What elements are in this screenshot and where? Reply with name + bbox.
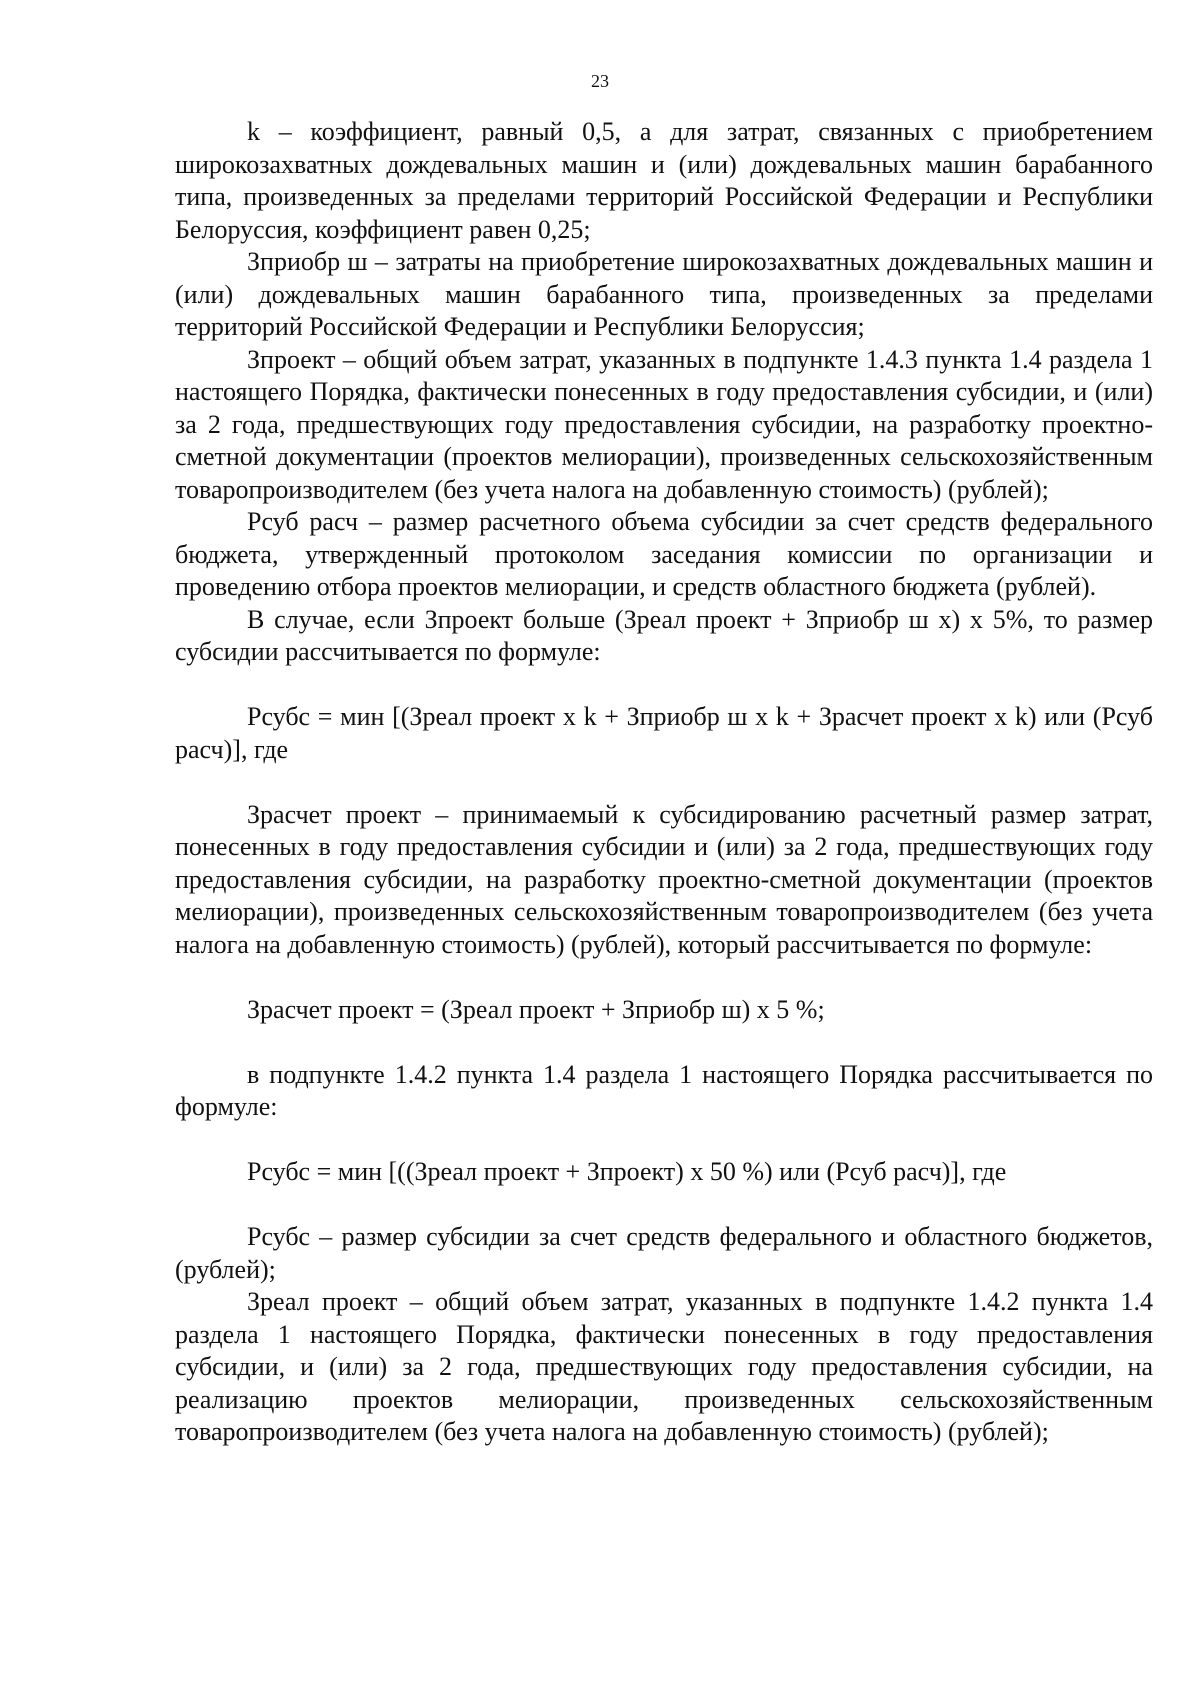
paragraph-rsubs-definition: Рсубс – размер субсидии за счет средств федерального и областного бюджетов, (рублей);: [175, 1222, 1153, 1284]
paragraph-k-coefficient: k – коэффициент, равный 0,5, а для затрат, связанных с приобретением широкозахватных дождевальных машин и (или) дождевальных машин барабанного типа, произведенных за пределами территорий Российской Федерации и Республики Белоруссия, коэффициент равен 0,25;: [175, 117, 1153, 244]
page-number: 23: [591, 71, 609, 91]
formula-rsubs-2: Рсубс = мин [((Зреал проект + Зпроект) х 50 %) или (Рсуб расч)], где: [247, 1157, 1007, 1186]
paragraph-zproekt-definition: Зпроект – общий объем затрат, указанных в подпункте 1.4.3 пункта 1.4 раздела 1 настоящего Порядка, фактически понесенных в году предоставления субсидии, и (или) за 2 года, предшествующих году предоставления субсидии, на разработку проектно-сметной документации (проектов мелиорации), произведенных сельскохозяйственным товаропроизводителем (без учета налога на добавленную стоимость) (рублей);: [175, 344, 1153, 504]
spacer: [175, 1189, 1153, 1222]
paragraph-subitem-142: в подпункте 1.4.2 пункта 1.4 раздела 1 настоящего Порядка рассчитывается по формуле:: [175, 1059, 1153, 1121]
paragraph-rsub-rasch-definition: Рсуб расч – размер расчетного объема субсидии за счет средств федерального бюджета, утвержденный протоколом заседания комиссии по организации и проведению отбора проектов мелиорации, и средств областного бюджета (рублей).: [175, 507, 1153, 601]
paragraph-condition: В случае, если Зпроект больше (Зреал проект + Зприобр ш х) х 5%, то размер субсидии рассчитывается по формуле:: [175, 604, 1153, 666]
spacer: [175, 1026, 1153, 1059]
formula-zraschet: Зрасчет проект = (Зреал проект + Зприобр ш) х 5 %;: [247, 994, 825, 1024]
spacer: [175, 766, 1153, 799]
spacer: [175, 1124, 1153, 1157]
formula-rsubs-1: Рсубс = мин [(Зреал проект х k + Зприобр ш х k + Зрасчет проект х k) или (Рсуб расч)], где: [175, 702, 1153, 764]
spacer: [175, 669, 1153, 702]
paragraph-zraschet-definition: Зрасчет проект – принимаемый к субсидированию расчетный размер затрат, понесенных в году предоставления субсидии и (или) за 2 года, предшествующих году предоставления субсидии, на разработку проектно-сметной документации (проектов мелиорации), произведенных сельскохозяйственным товаропроизводителем (без учета налога на добавленную стоимость) (рублей), который рассчитывается по формуле:: [175, 799, 1153, 959]
spacer: [175, 961, 1153, 994]
paragraph-zreal-definition: Зреал проект – общий объем затрат, указанных в подпункте 1.4.2 пункта 1.4 раздела 1 настоящего Порядка, фактически понесенных в году предоставления субсидии, и (или) за 2 года, предшествующих году предоставления субсидии, на реализацию проектов мелиорации, произведенных сельскохозяйственным товаропроизводителем (без учета налога на добавленную стоимость) (рублей);: [175, 1287, 1153, 1446]
paragraph-zpriobr-definition: Зприобр ш – затраты на приобретение широкозахватных дождевальных машин и (или) дождевальных машин барабанного типа, произведенных за пределами территорий Российской Федерации и Республики Белоруссия;: [175, 247, 1153, 341]
document-body: [175, 116, 1153, 1449]
